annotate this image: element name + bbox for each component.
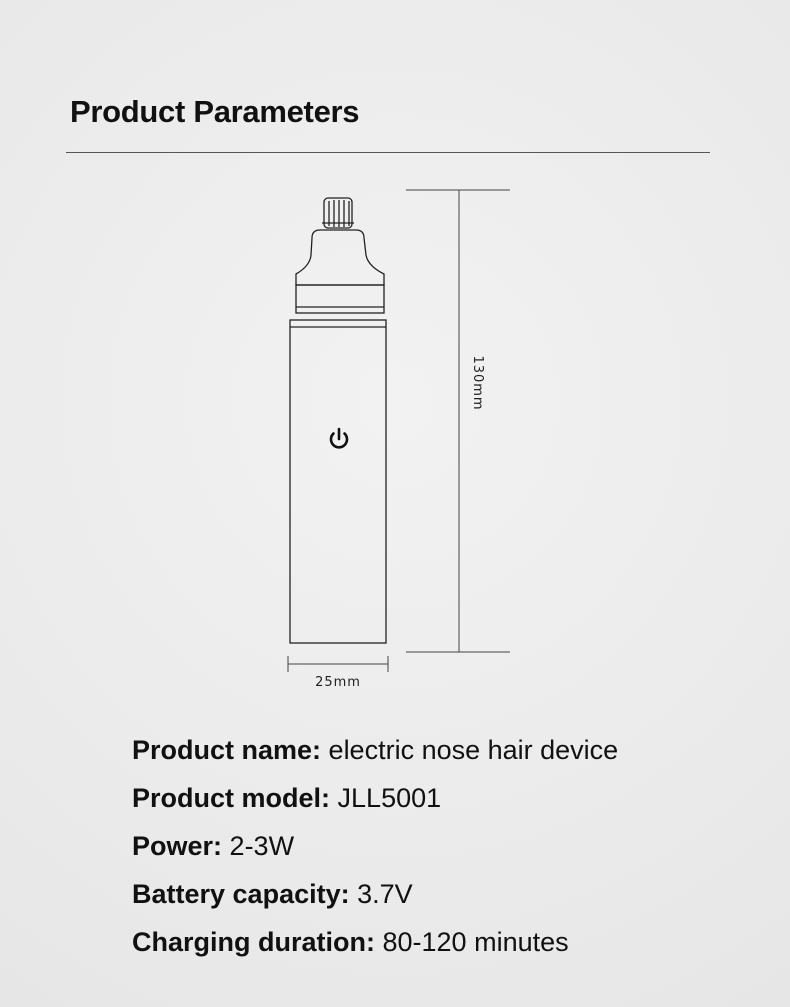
width-dimension-label: 25mm [315, 675, 361, 690]
spec-battery-capacity [132, 872, 618, 920]
power-icon [331, 429, 347, 447]
spec-value: electric nose hair device [328, 735, 619, 765]
trimmer-head [322, 198, 354, 228]
spec-product-model [132, 776, 618, 824]
spec-product-name [132, 728, 618, 776]
spec-value: 3.7V [357, 879, 413, 909]
spec-label: Power: [132, 831, 223, 861]
spec-value: 2-3W [229, 831, 295, 861]
spec-power [132, 824, 618, 872]
spec-label: Battery capacity: [132, 879, 350, 909]
width-dimension [288, 656, 388, 672]
trimmer-collar [296, 285, 384, 313]
trimmer-body [290, 320, 386, 643]
height-dimension [406, 190, 510, 652]
spec-value: JLL5001 [337, 783, 442, 813]
spec-label: Charging duration: [132, 927, 375, 957]
spec-value: 80-120 minutes [382, 927, 569, 957]
spec-label: Product model: [132, 783, 331, 813]
page-title: Product Parameters [70, 94, 360, 129]
height-dimension-label: 130mm [470, 355, 485, 411]
spec-label: Product name: [132, 735, 322, 765]
spec-charging-duration [132, 920, 618, 968]
spec-list [132, 728, 618, 968]
trimmer-neck [296, 230, 384, 285]
